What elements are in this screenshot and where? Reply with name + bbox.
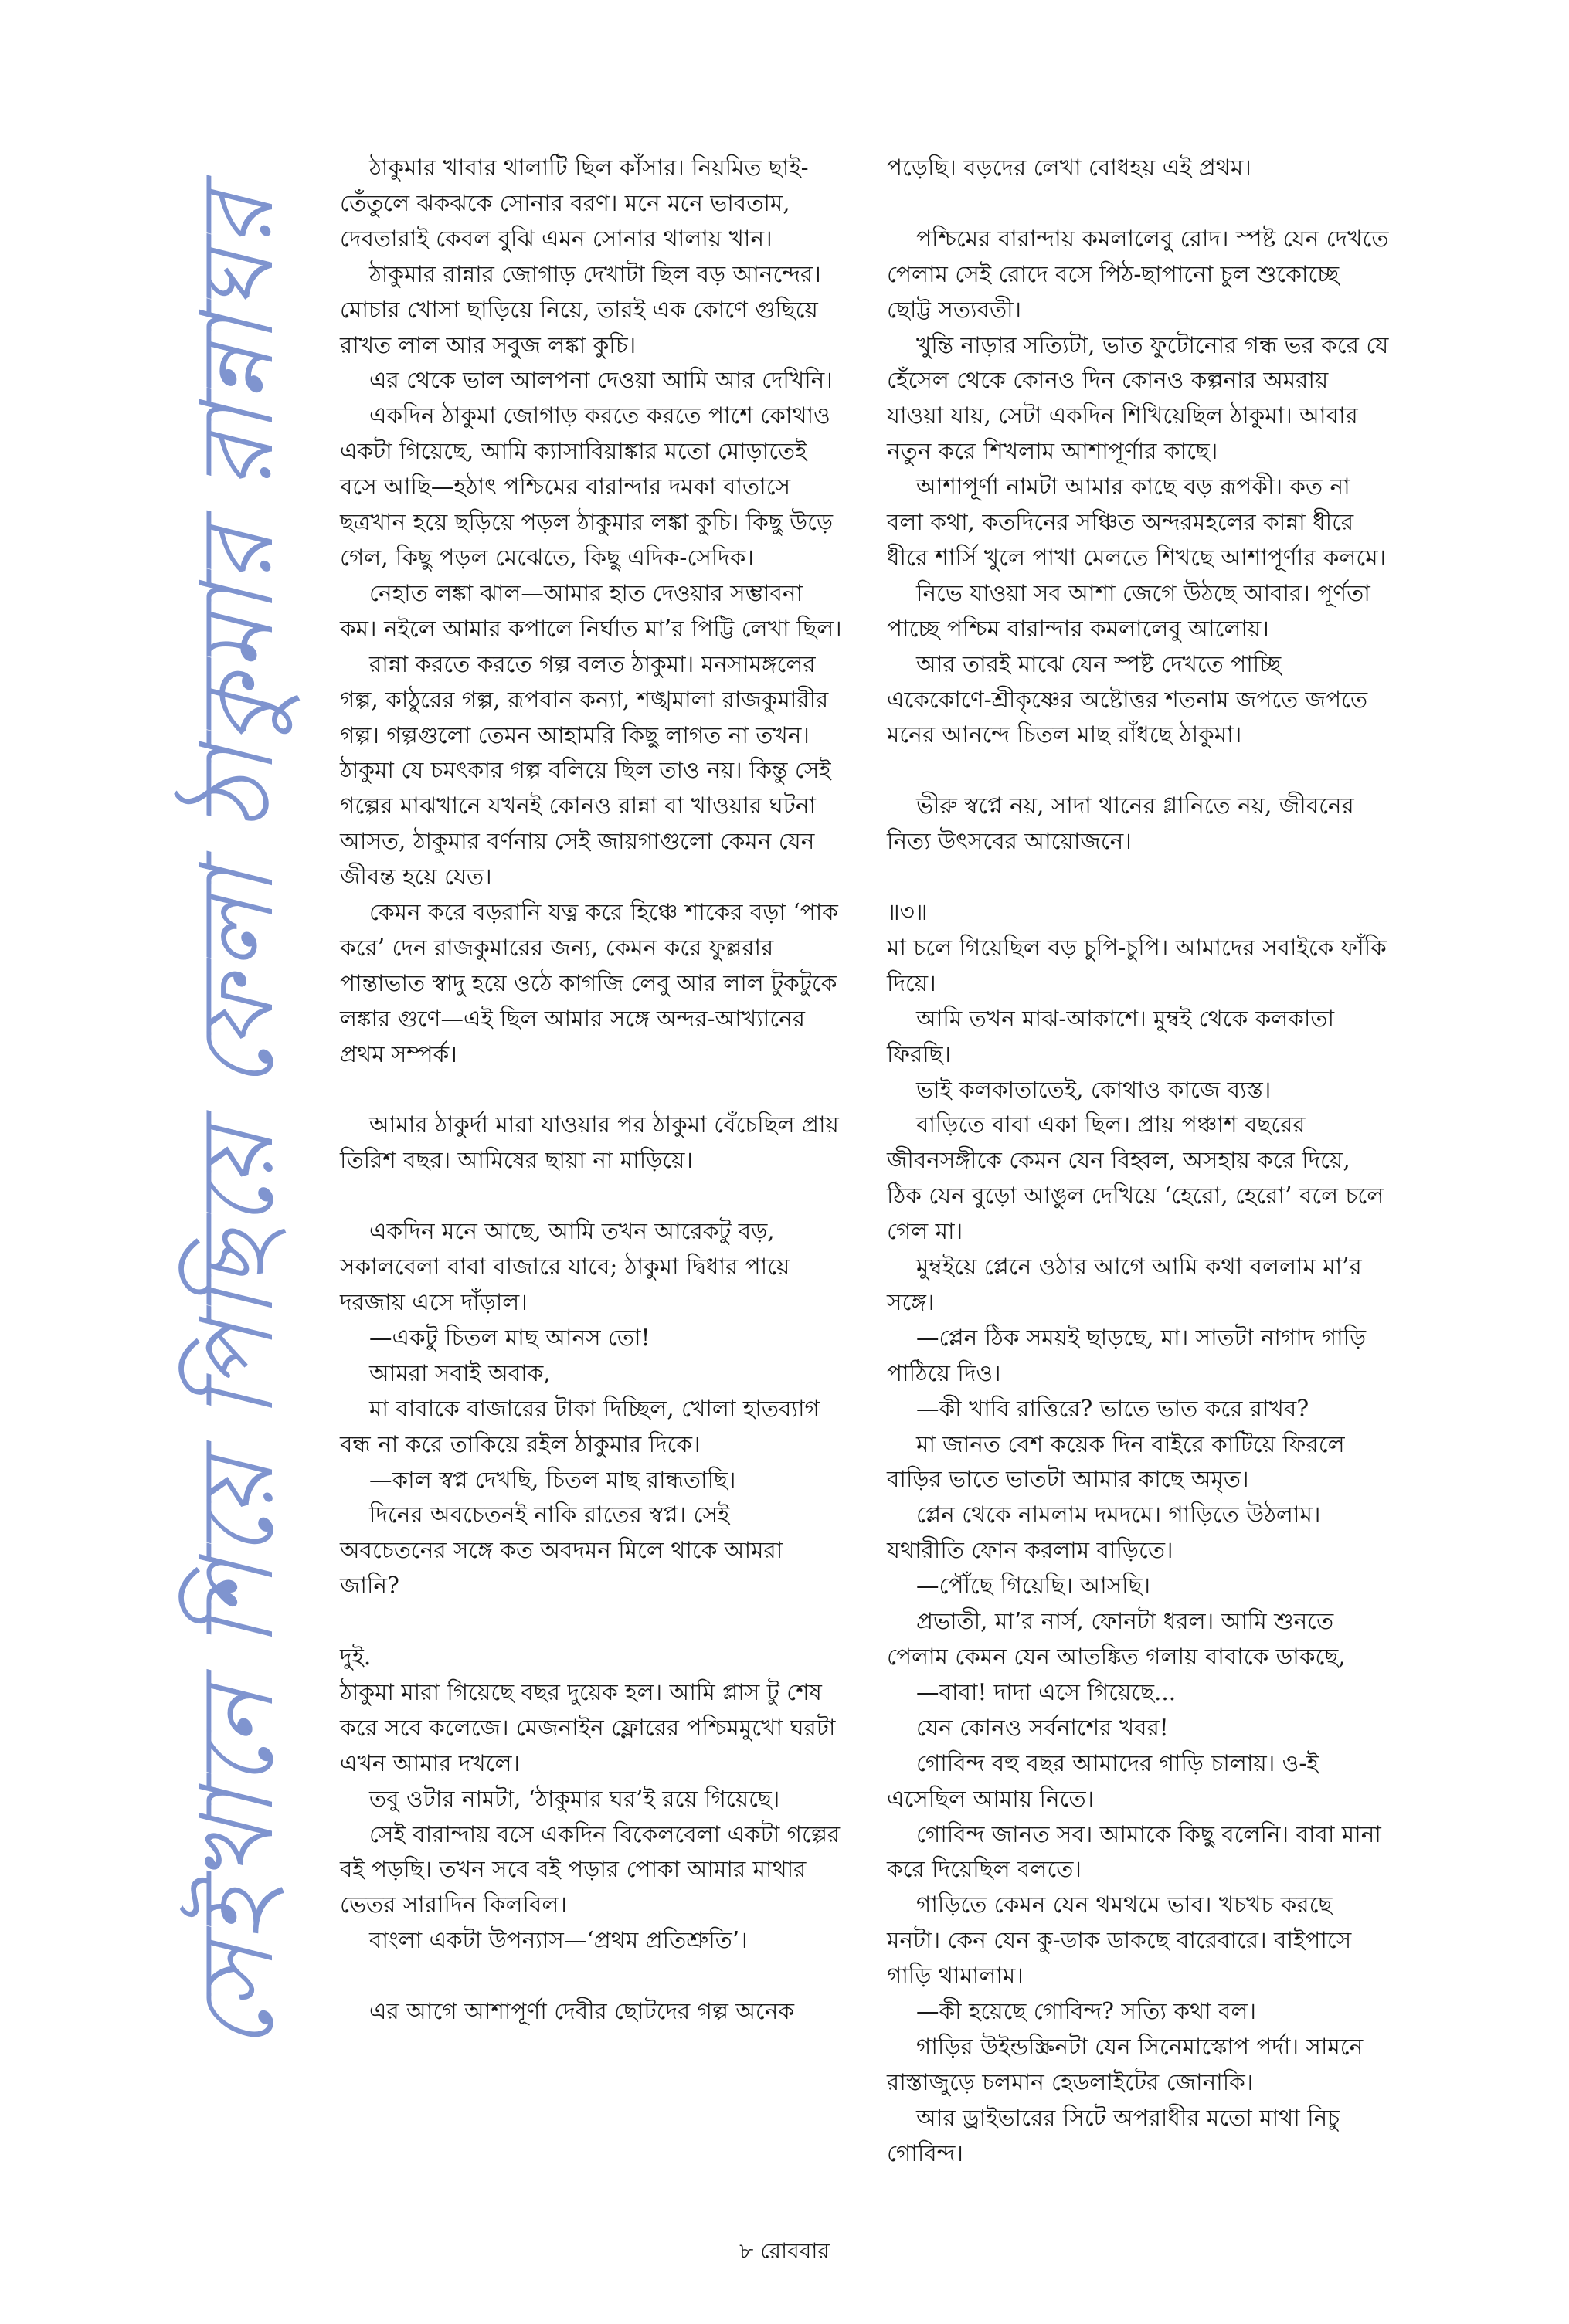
paragraph: —প্লেন ঠিক সময়ই ছাড়ছে, মা। সাতটা নাগাদ গাড়ি পাঠিয়ে দিও। — [887, 1324, 1367, 1386]
paragraph-spacer — [340, 1604, 842, 1640]
paragraph: গোবিন্দ বহু বছর আমাদের গাড়ি চালায়। ও-ই এসেছিল আমায় নিতে। — [887, 1749, 1319, 1812]
paragraph: সেই বারান্দায় বসে একদিন বিকেলবেলা একটা গল্পের বই পড়ছি। তখন সবে বই পড়ার পোকা আমার মাথার ভেতর সারাদিন কিলবিল। — [340, 1820, 841, 1919]
paragraph: এর আগে আশাপূর্ণা দেবীর ছোটদের গল্প অনেক — [369, 1998, 795, 2025]
paragraph: ঠাকুমা মারা গিয়েছে বছর দুয়েক হল। আমি প্লাস টু শেষ করে সবে কলেজে। মেজনাইন ফ্লোরের পশ্চিমমুখো ঘরটা এখন আমার দখলে। — [340, 1678, 836, 1776]
paragraph: গোবিন্দ জানত সব। আমাকে কিছু বলেনি। বাবা মানা করে দিয়েছিল বলতে। — [887, 1820, 1381, 1883]
paragraph: —বাবা! দাদা এসে গিয়েছে... — [916, 1678, 1177, 1705]
paragraph: মা বাবাকে বাজারের টাকা দিচ্ছিল, খোলা হাতব্যাগ বন্ধ না করে তাকিয়ে রইল ঠাকুমার দিকে। — [340, 1395, 820, 1457]
paragraph-spacer — [340, 1959, 842, 1994]
paragraph: প্লেন থেকে নামলাম দমদমে। গাড়িতে উঠলাম। যথারীতি ফোন করলাম বাড়িতে। — [887, 1501, 1321, 1564]
paragraph: ভীরু স্বপ্নে নয়, সাদা থানের গ্লানিতে নয়, জীবনের নিত্য উৎসবের আয়োজনে। — [887, 792, 1354, 855]
paragraph: মা জানত বেশ কয়েক দিন বাইরে কাটিয়ে ফিরলে বাড়ির ভাতে ভাতটা আমার কাছে অমৃত। — [887, 1430, 1345, 1493]
paragraph-spacer — [887, 860, 1389, 895]
paragraph: দিনের অবচেতনই নাকি রাতের স্বপ্ন। সেই অবচেতনের সঙ্গে কত অবদমন মিলে থাকে আমরা জানি? — [340, 1501, 783, 1600]
paragraph-spacer — [340, 1073, 842, 1108]
paragraph: কেমন করে বড়রানি যত্ন করে হিঞ্চে শাকের বড়া ‘পাক করে’ দেন রাজকুমারের জন্য, কেমন করে ফুল্লরার পান্তাভাত স্বাদু হয়ে ওঠে কাগজি লেবু আর লাল টুকটুকে লঙ্কার গুণে—এই ছিল আমার সঙ্গে অন্দর-আখ্যানের প্রথম সম্পর্ক। — [340, 899, 838, 1067]
paragraph: মুম্বইয়ে প্লেনে ওঠার আগে আমি কথা বললাম মা’র সঙ্গে। — [887, 1254, 1362, 1315]
paragraph: মা চলে গিয়েছিল বড় চুপি-চুপি। আমাদের সবাইকে ফাঁকি দিয়ে। — [887, 934, 1387, 996]
paragraph: ঠাকুমার খাবার থালাটি ছিল কাঁসার। নিয়মিত ছাই-তেঁতুলে ঝকঝকে সোনার বরণ। মনে মনে ভাবতাম, দেবতারাই কেবল বুঝি এমন সোনার থালায় খান। — [340, 154, 809, 252]
paragraph: আমি তখন মাঝ-আকাশে। মুম্বই থেকে কলকাতা ফিরছি। — [887, 1005, 1335, 1067]
paragraph-spacer — [887, 186, 1389, 222]
paragraph: বাড়িতে বাবা একা ছিল। প্রায় পঞ্চাশ বছরের জীবনসঙ্গীকে কেমন যেন বিহ্বল, অসহায় করে দিয়ে, ঠিক যেন বুড়ো আঙুল দেখিয়ে ‘হেরো, হেরো’ বলে চলে গেল মা। — [887, 1111, 1384, 1245]
page-number: ৮ রোববার — [739, 2238, 830, 2264]
paragraph: খুন্তি নাড়ার সত্যিটা, ভাত ফুটোনোর গন্ধ ভর করে যে হেঁসেল থেকে কোনও দিন কোনও কল্পনার অমরায় যাওয়া যায়, সেটা একদিন শিখিয়েছিল ঠাকুমা। আবার নতুন করে শিখলাম আশাপূর্ণার কাছে। — [887, 331, 1389, 465]
paragraph: —পৌঁছে গিয়েছি। আসছি। — [916, 1573, 1151, 1600]
handwritten-title: সেইখানে শিয়ে পিছিয়ে ফেলা ঠাকুমার রান্নাঘর — [178, 189, 296, 2051]
paragraph: একদিন মনে আছে, আমি তখন আরেকটু বড়, সকালবেলা বাবা বাজারে যাবে; ঠাকুমা দ্বিধার পায়ে দরজায় এসে দাঁড়াল। — [340, 1218, 790, 1315]
paragraph: পড়েছি। বড়দের লেখা বোধহয় এই প্রথম। — [887, 154, 1251, 181]
paragraph: আর তারই মাঝে যেন স্পষ্ট দেখতে পাচ্ছি একেকোণে-শ্রীকৃষ্ণের অষ্টোত্তর শতনাম জপতে জপতে মনের আনন্দে চিতল মাছ রাঁধছে ঠাকুমা। — [887, 650, 1368, 748]
paragraph: একদিন ঠাকুমা জোগাড় করতে করতে পাশে কোথাও একটা গিয়েছে, আমি ক্যাসাবিয়াঙ্কার মতো মোড়াতেই বসে আছি—হঠাৎ পশ্চিমের বারান্দার দমকা বাতাসে ছত্রখান হয়ে ছড়িয়ে পড়ল ঠাকুমার লঙ্কা কুচি। কিছু উড়ে গেল, কিছু পড়ল মেঝেতে, কিছু এদিক-সেদিক। — [340, 402, 834, 571]
paragraph: —কী খাবি রাত্তিরে? ভাতে ভাত করে রাখব? — [916, 1395, 1309, 1422]
left-column — [340, 151, 842, 2030]
paragraph-spacer — [887, 753, 1389, 789]
paragraph: এর থেকে ভাল আলপনা দেওয়া আমি আর দেখিনি। — [369, 367, 833, 394]
paragraph: দুই. — [340, 1644, 372, 1671]
paragraph: নিভে যাওয়া সব আশা জেগে উঠছে আবার। পূর্ণতা পাচ্ছে পশ্চিম বারান্দার কমলালেবু আলোয়। — [887, 579, 1370, 642]
paragraph: —কী হয়েছে গোবিন্দ? সত্যি কথা বল। — [916, 1998, 1256, 2025]
paragraph: গাড়ির উইন্ডস্ক্রিনটা যেন সিনেমাস্কোপ পর্দা। সামনে রাস্তাজুড়ে চলমান হেডলাইটের জোনাকি। — [887, 2033, 1364, 2095]
paragraph-spacer — [340, 1179, 842, 1214]
paragraph: ঠাকুমার রান্নার জোগাড় দেখাটা ছিল বড় আনন্দের। মোচার খোসা ছাড়িয়ে নিয়ে, তারই এক কোণে গুছিয়ে রাখত লাল আর সবুজ লঙ্কা কুচি। — [340, 260, 821, 358]
paragraph: আমার ঠাকুর্দা মারা যাওয়ার পর ঠাকুমা বেঁচেছিল প্রায় তিরিশ বছর। আমিষের ছায়া না মাড়িয়ে। — [340, 1111, 839, 1174]
paragraph: যেন কোনও সর্বনাশের খবর! — [916, 1714, 1169, 1741]
paragraph: প্রভাতী, মা’র নার্স, ফোনটা ধরল। আমি শুনতে পেলাম কেমন যেন আতঙ্কিত গলায় বাবাকে ডাকছে, — [887, 1608, 1346, 1671]
paragraph: নেহাত লঙ্কা ঝাল—আমার হাত দেওয়ার সম্ভাবনা কম। নইলে আমার কপালে নির্ঘাত মা’র পিট্টি লেখা ছিল। — [340, 579, 842, 642]
paragraph: আমরা সবাই অবাক, — [369, 1359, 551, 1386]
paragraph: রান্না করতে করতে গল্প বলত ঠাকুমা। মনসামঙ্গলের গল্প, কাঠুরের গল্প, রূপবান কন্যা, শঙ্খমালা রাজকুমারীর গল্প। গল্পগুলো তেমন আহামরি কিছু লাগত না তখন। ঠাকুমা যে চমৎকার গল্প বলিয়ে ছিল তাও নয়। কিন্তু সেই গল্পের মাঝখানে যখনই কোনও রান্না বা খাওয়ার ঘটনা আসত, ঠাকুমার বর্ণনায় সেই জায়গাগুলো কেমন যেন জীবন্ত হয়ে যেত। — [340, 650, 831, 891]
paragraph: —একটু চিতল মাছ আনস তো! — [369, 1324, 650, 1351]
paragraph: পশ্চিমের বারান্দায় কমলালেবু রোদ। স্পষ্ট যেন দেখতে পেলাম সেই রোদে বসে পিঠ-ছাপানো চুল শুকোচ্ছে ছোট্ট সত্যবতী। — [887, 225, 1389, 323]
paragraph: ॥৩॥ — [887, 898, 928, 925]
right-column — [887, 151, 1389, 2172]
paragraph: —কাল স্বপ্ন দেখছি, চিতল মাছ রান্ধতাছি। — [369, 1466, 736, 1493]
paragraph: গাড়িতে কেমন যেন থমথমে ভাব। খচখচ করছে মনটা। কেন যেন কু-ডাক ডাকছে বারেবারে। বাইপাসে গাড়ি থামালাম। — [887, 1891, 1352, 1990]
paragraph: তবু ওটার নামটা, ‘ঠাকুমার ঘর’ই রয়ে গিয়েছে। — [369, 1785, 780, 1812]
vertical-title — [170, 116, 317, 2124]
paragraph: আশাপূর্ণা নামটা আমার কাছে বড় রূপকী। কত না বলা কথা, কতদিনের সঞ্চিত অন্দরমহলের কান্না ধীরে ধীরে শার্সি খুলে পাখা মেলতে শিখছে আশাপূর্ণার কলমে। — [887, 473, 1387, 571]
paragraph: আর ড্রাইভারের সিটে অপরাধীর মতো মাথা নিচু গোবিন্দ। — [887, 2104, 1340, 2166]
paragraph: বাংলা একটা উপন্যাস—‘প্রথম প্রতিশ্রুতি’। — [369, 1927, 748, 1954]
paragraph: ভাই কলকাতাতেই, কোথাও কাজে ব্যস্ত। — [916, 1076, 1272, 1103]
